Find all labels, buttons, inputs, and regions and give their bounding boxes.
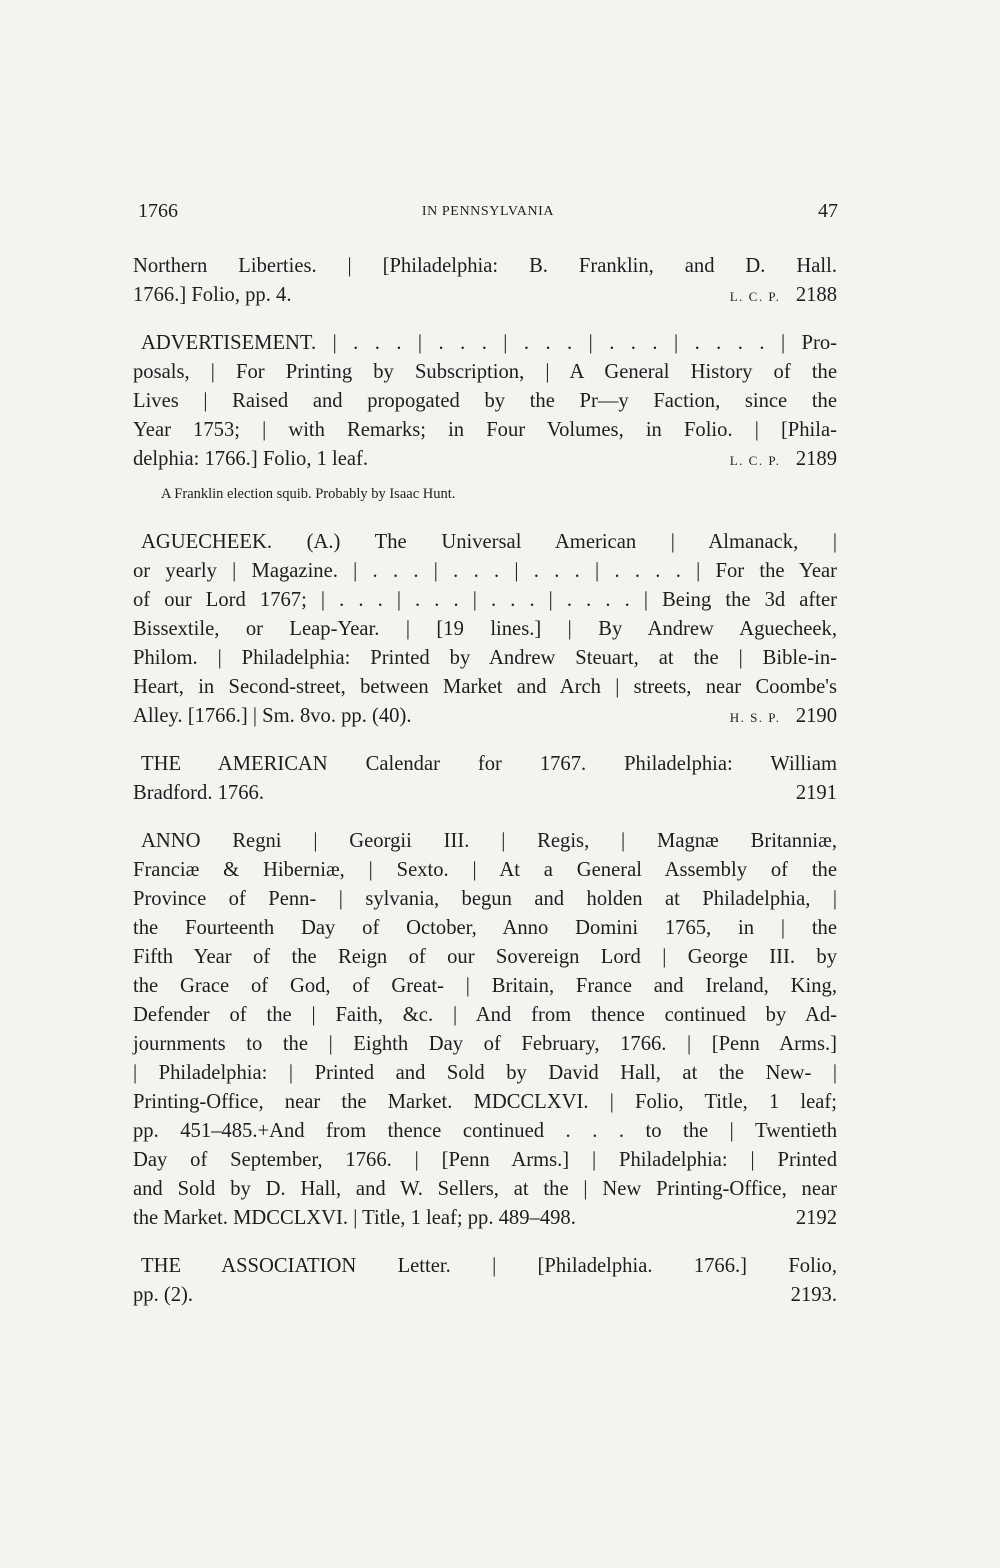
entry-line-last [133, 779, 837, 808]
entry-line-text: Bradford. 1766. [133, 782, 264, 804]
bibliography-entries [133, 252, 837, 1329]
entry-line: the Fourteenth Day of October, Anno Domini 1765, in | the [133, 917, 837, 939]
entry-line-text: pp. (2). [133, 1284, 194, 1306]
entry-line-text: 1766.] Folio, pp. 4. [133, 284, 292, 306]
entry-line: Printing-Office, near the Market. MDCCLXVI. | Folio, Title, 1 leaf; [133, 1091, 837, 1113]
entry-line-last [133, 1281, 837, 1310]
entry-line: Defender of the | Faith, &c. | And from thence continued by Ad- [133, 1004, 837, 1026]
location-code: L. C. P. [729, 453, 781, 468]
entry-line: the Grace of God, of Great- | Britain, France and Ireland, King, [133, 975, 837, 997]
entry-line-text: the Market. MDCCLXVI. | Title, 1 leaf; pp. 489–498. [133, 1207, 576, 1229]
entry-2189 [133, 329, 837, 474]
entry-line: ADVERTISEMENT. | . . . | . . . | . . . | . . . | . . . . | Pro- [141, 332, 837, 354]
location-code: L. C. P. [729, 289, 781, 304]
entry-line: THE AMERICAN Calendar for 1767. Philadelphia: William [141, 753, 837, 775]
entry-line: Day of September, 1766. | [Penn Arms.] | Philadelphia: | Printed [133, 1149, 837, 1171]
header-year: 1766 [138, 200, 178, 222]
entry-number: 2193. [790, 1284, 837, 1306]
entry-line-text: delphia: 1766.] Folio, 1 leaf. [133, 448, 369, 470]
entry-line: Lives | Raised and propogated by the Pr—y Faction, since the [133, 390, 837, 412]
entry-line: Franciæ & Hiberniæ, | Sexto. | At a General Assembly of the [133, 859, 837, 881]
entry-note: A Franklin election squib. Probably by Isaac Hunt. [161, 486, 456, 502]
entry-line: Northern Liberties. | [Philadelphia: B. Franklin, and D. Hall. [133, 255, 837, 277]
entry-line: pp. 451–485.+And from thence continued . . . to the | Twentieth [133, 1120, 837, 1142]
entry-line: Year 1753; | with Remarks; in Four Volumes, in Folio. | [Phila- [133, 419, 837, 441]
entry-line: journments to the | Eighth Day of February, 1766. | [Penn Arms.] [133, 1033, 837, 1055]
location-code: H. S. P. [729, 710, 781, 725]
entry-line: or yearly | Magazine. | . . . | . . . | . . . | . . . . | For the Year [133, 560, 837, 582]
entry-2193 [133, 1252, 837, 1310]
entry-line: Fifth Year of the Reign of our Sovereign Lord | George III. by [133, 946, 837, 968]
entry-2192 [133, 827, 837, 1233]
entry-line: Heart, in Second-street, between Market and Arch | streets, near Coombe's [133, 676, 837, 698]
entry-number: 2192 [795, 1207, 837, 1229]
entry-line: THE ASSOCIATION Letter. | [Philadelphia. 1766.] Folio, [141, 1255, 837, 1277]
running-header [138, 200, 838, 230]
entry-2190 [133, 528, 837, 731]
entry-line-text: Alley. [1766.] | Sm. 8vo. pp. (40). [133, 705, 412, 727]
entry-line: of our Lord 1767; | . . . | . . . | . . . | . . . . | Being the 3d after [133, 589, 837, 611]
entry-line: ANNO Regni | Georgii III. | Regis, | Magnæ Britanniæ, [141, 830, 837, 852]
entry-line: AGUECHEEK. (A.) The Universal American | Almanack, | [141, 531, 837, 553]
entry-line: | Philadelphia: | Printed and Sold by David Hall, at the New- | [133, 1062, 837, 1084]
entry-number: 2190 [795, 705, 837, 727]
entry-line: Bissextile, or Leap-Year. | [19 lines.] | By Andrew Aguecheek, [133, 618, 837, 640]
entry-line-last [133, 445, 837, 474]
entry-number: 2189 [795, 448, 837, 470]
entry-number: 2191 [795, 782, 837, 804]
entry-line: posals, | For Printing by Subscription, | A General History of the [133, 361, 837, 383]
entry-line-last [133, 281, 837, 310]
entry-line: Philom. | Philadelphia: Printed by Andrew Steuart, at the | Bible-in- [133, 647, 837, 669]
entry-line: and Sold by D. Hall, and W. Sellers, at the | New Printing-Office, near [133, 1178, 837, 1200]
entry-line: Province of Penn- | sylvania, begun and holden at Philadelphia, | [133, 888, 837, 910]
header-running-title: IN PENNSYLVANIA [421, 204, 555, 219]
entry-2191 [133, 750, 837, 808]
entry-line-last [133, 702, 837, 731]
entry-line-last [133, 1204, 837, 1233]
entry-number: 2188 [795, 284, 837, 306]
entry-2188 [133, 252, 837, 310]
header-page-number: 47 [818, 200, 838, 222]
